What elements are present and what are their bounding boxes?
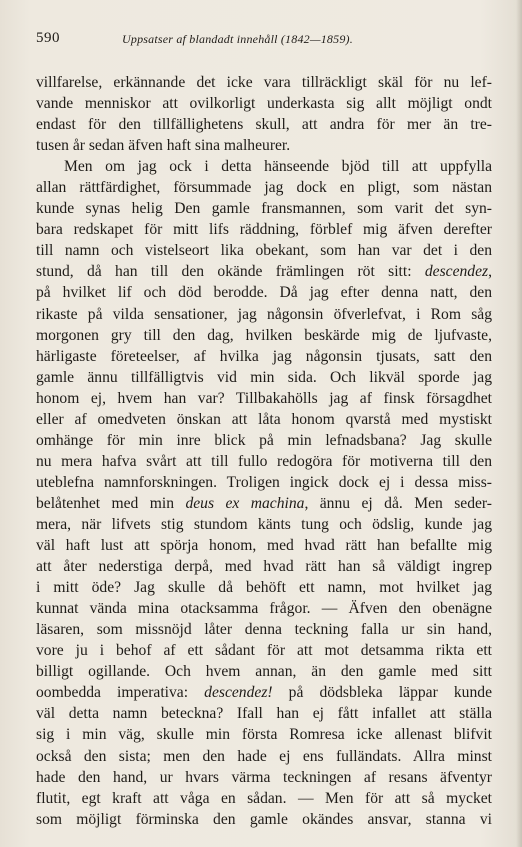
text-line <box>36 682 492 703</box>
text-line: som möjligt förminska den gamle okändes ansvar, stanna vi <box>36 810 492 828</box>
text-line: endast för den tillfällighetens skull, att andra för mer än tre- <box>36 116 492 134</box>
text-line: omhänge för min inre blick på min lefnadsbana? Jag skulle <box>36 431 492 449</box>
text-line: väl haft lust att spörja honom, med hvad rätt han befallte mig <box>36 537 492 555</box>
body-text <box>36 72 492 830</box>
text-line: bara redskapet för mitt lifs räddning, förblef mig äfven derefter <box>36 221 492 239</box>
text-line: eller af omedveten önskan att låta honom qvarstå med mystiskt <box>36 410 492 428</box>
text-line: gamle ännu tillfälligtvis vid min sida. Och likväl sporde jag <box>36 368 492 386</box>
text-segment: stund, då han till den okände främlingen röt sitt: <box>36 263 425 281</box>
page-edge-shadow <box>516 0 522 847</box>
text-line <box>36 493 492 514</box>
text-line: sig i min väg, skulle min första Romresa icke allenast blifvit <box>36 726 492 744</box>
text-segment: på dödsbleka läppar kunde <box>272 684 492 702</box>
italic-phrase: deus ex machina <box>185 494 305 512</box>
italic-phrase: descendez! <box>204 684 273 702</box>
text-line: att åter nederstiga derpå, med hvad rätt han så väldigt ingrep <box>36 558 492 576</box>
page-header <box>36 30 490 52</box>
text-line: billigt ogillande. Och hvem annan, än den gamle med sitt <box>36 663 492 681</box>
text-line: på hvilket lif och död berodde. Då jag efter denna natt, den <box>36 284 492 302</box>
text-line: härligaste företeelser, af hvilka jag någonsin tjusats, satt den <box>36 347 492 365</box>
text-line: till namn och vistelseort lika obekant, som han var det i den <box>36 242 492 260</box>
text-line: kunnat vända mina otacksamma frågor. — Äfven den obenägne <box>36 600 492 618</box>
text-line: villfarelse, erkännande det icke vara tillräckligt skäl för nu lef- <box>36 74 492 91</box>
text-line: rikaste på vilda sensationer, jag någonsin öfverlefvat, i Rom såg <box>36 305 492 323</box>
text-line: vande menniskor att ovilkorligt underkasta sig allt möjligt ondt <box>36 95 492 113</box>
text-line: i mitt öde? Jag skulle då behöft ett namn, mot hvilket jag <box>36 579 492 597</box>
page-number: 590 <box>36 30 60 46</box>
italic-phrase: descendez <box>424 263 489 281</box>
text-line: kunde synas helig Den gamle fransmannen, som varit det syn- <box>36 200 492 218</box>
text-line: också den sista; men den hade ej ens fulländats. Allra minst <box>36 747 492 765</box>
text-line <box>36 261 492 282</box>
text-line: honom ej, hvem han var? Tillbakahölls jag af finsk försagdhet <box>36 389 492 407</box>
text-segment: , <box>488 263 492 281</box>
text-line: flutit, egt kraft att våga en sådan. — Men för att så mycket <box>36 789 492 807</box>
text-line: hade den hand, ur hvars värma teckningen af resans äfventyr <box>36 768 492 786</box>
text-segment: oombedda imperativa: <box>36 684 205 702</box>
text-line: uteblefna namnforskningen. Troligen ingick dock ej i dessa miss- <box>36 473 492 491</box>
text-segment: , ännu ej då. Men seder- <box>304 494 492 512</box>
text-line: nu mera hafva svårt att till fullo redogöra för motiverna till den <box>36 452 492 470</box>
text-segment: belåtenhet med min <box>36 494 186 512</box>
text-line: mera, när lifvets stig stundom känts tung och ödslig, kunde jag <box>36 515 492 533</box>
running-title: Uppsatser af blandadt innehåll (1842—1859). <box>122 32 353 46</box>
text-line: morgonen gry till den dag, hvilken beskärde mig de ljufvaste, <box>36 326 492 344</box>
text-line: tusen år sedan äfven haft sina malheurer. <box>36 137 291 155</box>
text-line: allan rättfärdighet, försummade jag dock en pligt, som nästan <box>36 179 492 197</box>
text-line: Men om jag ock i detta hänseende bjöd till att uppfylla <box>64 158 492 176</box>
text-line: läsaren, som missnöjd låter denna teckning falla ur sin hand, <box>36 621 492 639</box>
text-line: väl detta namn beteckna? Ifall han ej fått infallet att ställa <box>36 705 492 723</box>
text-line: vore ju i behof af ett sådant för att mot detsamma rikta ett <box>36 642 492 660</box>
